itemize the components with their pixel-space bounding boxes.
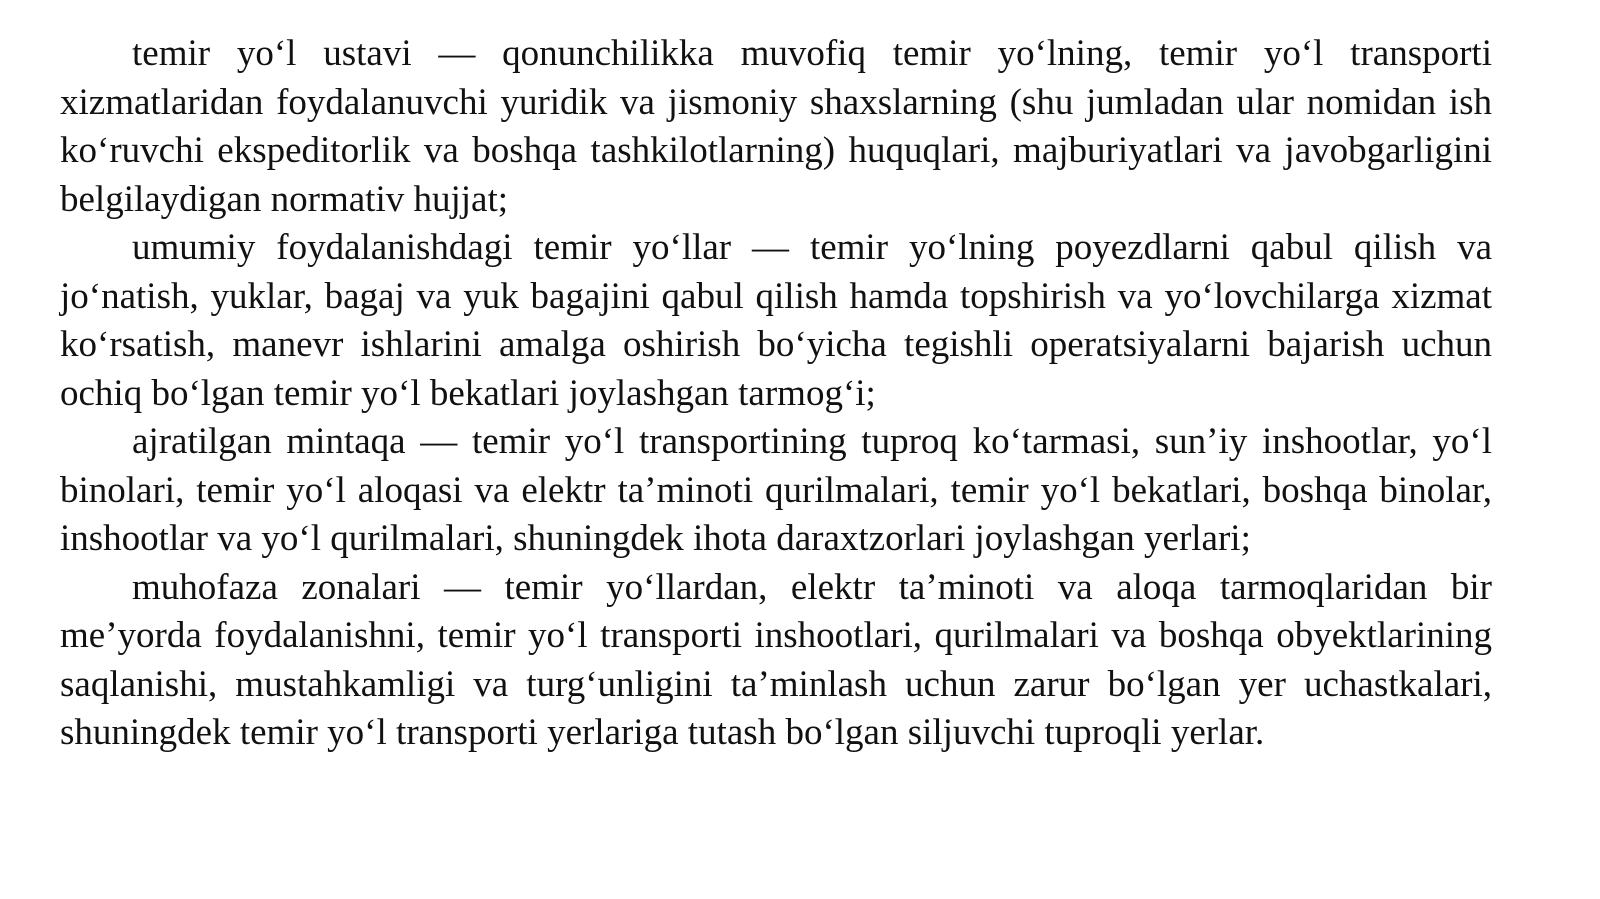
definition-paragraph-allocated-zone: ajratilgan mintaqa — temir yo‘l transportining tuproq ko‘tarmasi, sun’iy inshootlar, yo‘l binolari, temir yo‘l aloqasi va elektr ta’minoti qurilmalari, temir yo‘l bekatlari, boshqa binolar, inshootlar va yo‘l qurilmalari, shuningdek ihota daraxtzorlari joylashgan yerlari; xyxy=(60,421,1492,559)
definition-paragraph-protection-zones: muhofaza zonalari — temir yo‘llardan, elektr ta’minoti va aloqa tarmoqlaridan bir me’yorda foydalanishni, temir yo‘l transporti inshootlari, qurilmalari va boshqa obyektlarining saqlanishi, mustahkamligi va turg‘unligini ta’minlash uchun zarur bo‘lgan yer uchastkalari, shuningdek temir yo‘l transporti yerlariga tutash bo‘lgan siljuvchi tuproqli yerlar. xyxy=(60,566,1492,753)
definitions-text-block xyxy=(60,30,1492,758)
definition-paragraph-public-railways: umumiy foydalanishdagi temir yo‘llar — temir yo‘lning poyezdlarni qabul qilish va jo‘natish, yuklar, bagaj va yuk bagajini qabul qilish hamda topshirish va yo‘lovchilarga xizmat ko‘rsatish, manevr ishlarini amalga oshirish bo‘yicha tegishli operatsiyalarni bajarish uchun ochiq bo‘lgan temir yo‘l bekatlari joylashgan tarmog‘i; xyxy=(60,227,1492,414)
definition-paragraph-railway-charter: temir yo‘l ustavi — qonunchilikka muvofiq temir yo‘lning, temir yo‘l transporti xizmatlaridan foydalanuvchi yuridik va jismoniy shaxslarning (shu jumladan ular nomidan ish ko‘ruvchi ekspeditorlik va boshqa tashkilotlarning) huquqlari, majburiyatlari va javobgarligini belgilaydigan normativ hujjat; xyxy=(60,33,1492,220)
